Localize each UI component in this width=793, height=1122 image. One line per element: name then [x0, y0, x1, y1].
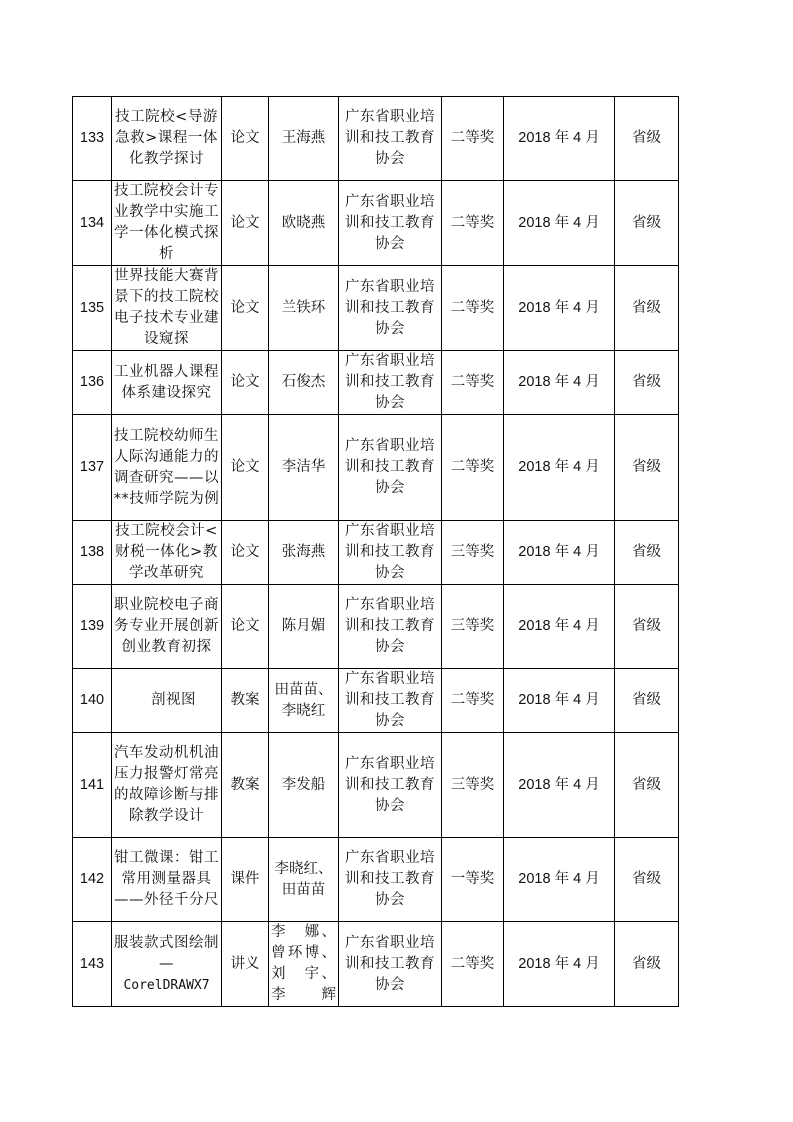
award-date: 2018 年 4 月 — [504, 181, 615, 266]
award-grade: 三等奖 — [442, 733, 504, 838]
work-title — [112, 97, 222, 181]
author-name: 石俊杰 — [281, 374, 326, 390]
work-title-text: 技工院校幼师生人际沟通能力的调查研究——以**技师学院为例 — [113, 427, 220, 507]
author-name: 王海燕 — [281, 130, 326, 146]
table-body — [73, 97, 679, 1007]
award-grade: 二等奖 — [442, 669, 504, 733]
work-type: 论文 — [222, 415, 269, 521]
row-number: 134 — [73, 181, 112, 266]
award-date: 2018 年 4 月 — [504, 733, 615, 838]
work-type: 教案 — [222, 669, 269, 733]
awarding-organization: 广东省职业培训和技工教育协会 — [339, 351, 442, 415]
work-title-text: 技工院校<导游急救>课程一体化教学探讨 — [115, 109, 218, 167]
row-number: 143 — [73, 922, 112, 1007]
row-number: 133 — [73, 97, 112, 181]
award-level: 省级 — [615, 838, 679, 922]
award-grade: 一等奖 — [442, 838, 504, 922]
authors — [269, 351, 339, 415]
authors — [269, 521, 339, 585]
work-type: 讲义 — [222, 922, 269, 1007]
award-grade: 二等奖 — [442, 266, 504, 351]
author-name: 曾环博、 — [271, 945, 336, 961]
award-level: 省级 — [615, 922, 679, 1007]
work-title-text: 技工院校会计专业教学中实施工学一体化模式探析 — [114, 183, 219, 262]
authors — [269, 585, 339, 669]
work-type: 论文 — [222, 97, 269, 181]
author-name: 陈月媚 — [281, 618, 326, 634]
award-grade: 二等奖 — [442, 922, 504, 1007]
table-row — [73, 521, 679, 585]
award-grade: 二等奖 — [442, 351, 504, 415]
authors — [269, 266, 339, 351]
table-row — [73, 415, 679, 521]
author-name: 张海燕 — [281, 544, 326, 560]
award-date: 2018 年 4 月 — [504, 521, 615, 585]
row-number: 137 — [73, 415, 112, 521]
awarding-organization: 广东省职业培训和技工教育协会 — [339, 181, 442, 266]
work-type: 论文 — [222, 351, 269, 415]
award-level: 省级 — [615, 733, 679, 838]
authors — [269, 669, 339, 733]
authors — [269, 97, 339, 181]
awarding-organization: 广东省职业培训和技工教育协会 — [339, 415, 442, 521]
table-row — [73, 733, 679, 838]
author-name: 李洁华 — [281, 459, 326, 475]
authors — [269, 838, 339, 922]
award-grade: 二等奖 — [442, 415, 504, 521]
row-number: 138 — [73, 521, 112, 585]
table-row — [73, 181, 679, 266]
awarding-organization: 广东省职业培训和技工教育协会 — [339, 521, 442, 585]
work-title-text: 职业院校电子商务专业开展创新创业教育初探 — [114, 597, 219, 655]
authors — [269, 922, 339, 1007]
author-name: 欧晓燕 — [281, 214, 326, 231]
table-row — [73, 669, 679, 733]
row-number: 139 — [73, 585, 112, 669]
award-grade: 三等奖 — [442, 521, 504, 585]
award-level: 省级 — [615, 669, 679, 733]
author-name: 李晓红 — [281, 702, 326, 719]
work-title — [112, 181, 222, 266]
table-row — [73, 922, 679, 1007]
authors — [269, 415, 339, 521]
work-title — [112, 838, 222, 922]
award-date: 2018 年 4 月 — [504, 669, 615, 733]
award-date: 2018 年 4 月 — [504, 585, 615, 669]
work-title — [112, 266, 222, 351]
work-title — [112, 585, 222, 669]
author-name: 田苗苗、 — [274, 681, 333, 698]
award-date: 2018 年 4 月 — [504, 97, 615, 181]
work-type: 教案 — [222, 733, 269, 838]
author-name: 刘 宇、 — [271, 966, 336, 982]
award-level: 省级 — [615, 521, 679, 585]
row-number: 136 — [73, 351, 112, 415]
work-type: 论文 — [222, 181, 269, 266]
award-grade: 三等奖 — [442, 585, 504, 669]
work-type: 论文 — [222, 521, 269, 585]
row-number: 135 — [73, 266, 112, 351]
award-date: 2018 年 4 月 — [504, 838, 615, 922]
work-title — [112, 351, 222, 415]
table-row — [73, 266, 679, 351]
awards-table — [72, 96, 679, 1007]
work-title-text: 汽车发动机机油压力报警灯常亮的故障诊断与排除教学设计 — [114, 745, 219, 824]
work-title-suffix: CorelDRAWX7 — [123, 977, 210, 993]
author-name: 兰铁环 — [281, 299, 326, 316]
award-grade: 二等奖 — [442, 181, 504, 266]
award-date: 2018 年 4 月 — [504, 351, 615, 415]
award-date: 2018 年 4 月 — [504, 266, 615, 351]
work-title — [112, 733, 222, 838]
work-title-text: 钳工微课：钳工常用测量器具——外径千分尺 — [114, 850, 219, 908]
awarding-organization: 广东省职业培训和技工教育协会 — [339, 922, 442, 1007]
awarding-organization: 广东省职业培训和技工教育协会 — [339, 266, 442, 351]
awarding-organization: 广东省职业培训和技工教育协会 — [339, 838, 442, 922]
award-level: 省级 — [615, 585, 679, 669]
row-number: 141 — [73, 733, 112, 838]
award-level: 省级 — [615, 181, 679, 266]
award-level: 省级 — [615, 351, 679, 415]
author-name: 李发船 — [281, 776, 326, 793]
award-date: 2018 年 4 月 — [504, 922, 615, 1007]
award-date: 2018 年 4 月 — [504, 415, 615, 521]
awarding-organization: 广东省职业培训和技工教育协会 — [339, 733, 442, 838]
author-name: 李 娜、 — [271, 924, 336, 940]
award-level: 省级 — [615, 97, 679, 181]
author-name: 李晓红、 — [274, 860, 333, 877]
work-title-text: 服装款式图绘制— — [114, 934, 219, 972]
row-number: 140 — [73, 669, 112, 733]
work-title — [112, 669, 222, 733]
award-level: 省级 — [615, 266, 679, 351]
work-type: 课件 — [222, 838, 269, 922]
table-row — [73, 97, 679, 181]
work-title — [112, 922, 222, 1007]
work-title-text: 剖视图 — [151, 692, 196, 708]
work-title — [112, 415, 222, 521]
award-level: 省级 — [615, 415, 679, 521]
awarding-organization: 广东省职业培训和技工教育协会 — [339, 585, 442, 669]
authors — [269, 733, 339, 838]
table-row — [73, 585, 679, 669]
awarding-organization: 广东省职业培训和技工教育协会 — [339, 97, 442, 181]
work-type: 论文 — [222, 585, 269, 669]
work-title — [112, 521, 222, 585]
table-row — [73, 351, 679, 415]
award-grade: 二等奖 — [442, 97, 504, 181]
author-name: 李 辉 — [271, 987, 336, 1003]
work-title-text: 工业机器人课程体系建设探究 — [114, 363, 219, 401]
table-row — [73, 838, 679, 922]
authors — [269, 181, 339, 266]
work-type: 论文 — [222, 266, 269, 351]
row-number: 142 — [73, 838, 112, 922]
work-title-text: 世界技能大赛背景下的技工院校电子技术专业建设窥探 — [114, 268, 219, 347]
awarding-organization: 广东省职业培训和技工教育协会 — [339, 669, 442, 733]
work-title-text: 技工院校会计<财税一体化>教学改革研究 — [115, 523, 218, 581]
author-name: 田苗苗 — [281, 881, 326, 898]
